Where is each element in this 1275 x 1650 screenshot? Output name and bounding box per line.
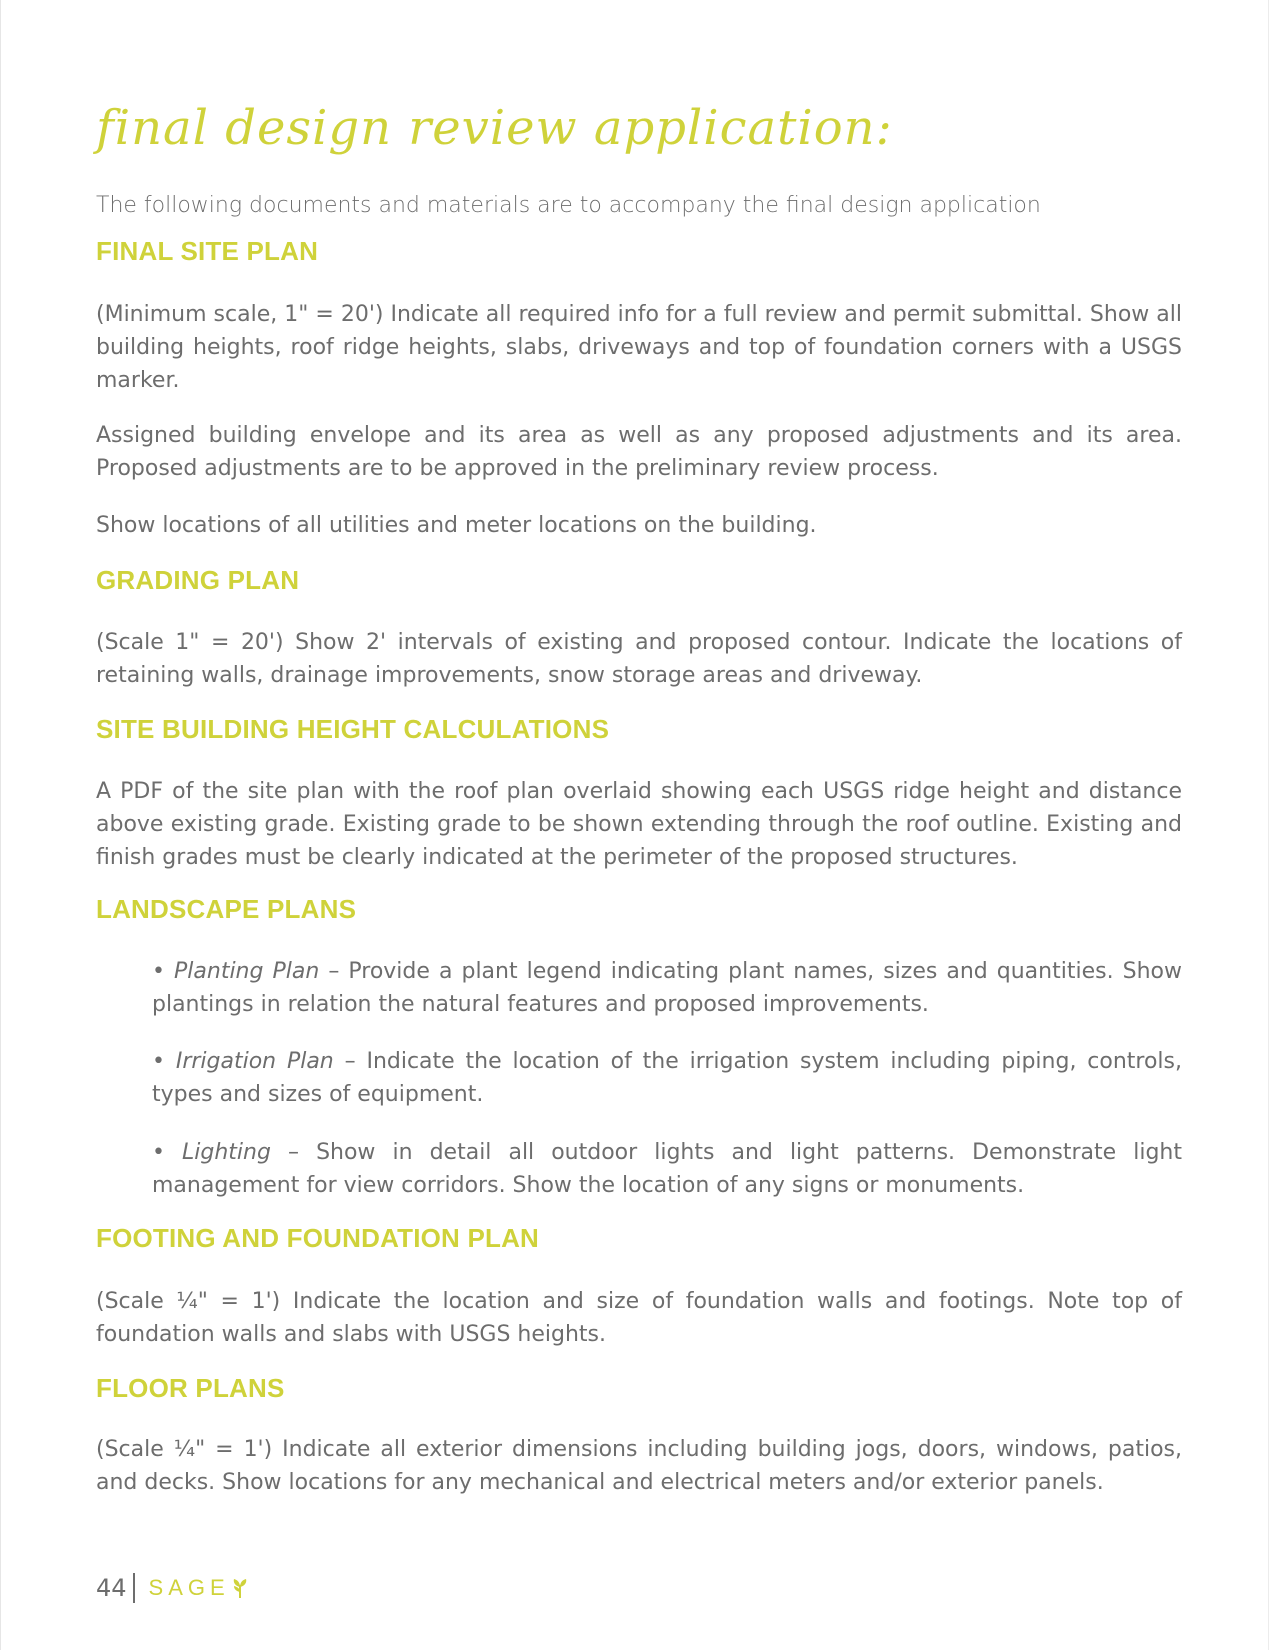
- bullet-term: Planting Plan: [174, 959, 320, 984]
- bullet-text: – Indicate the location of the irrigation system including piping, controls, types and sizes of equipment.: [152, 1049, 1183, 1107]
- heading-height-calculations: SITE BUILDING HEIGHT CALCULATIONS: [96, 714, 610, 744]
- page-footer: [96, 1570, 248, 1606]
- heading-final-site-plan: FINAL SITE PLAN: [96, 236, 319, 266]
- landscape-bullet-irrigation: • Irrigation Plan – Indicate the location of the irrigation system including piping, controls, types and sizes of equipment.: [152, 1049, 1183, 1107]
- landscape-bullet-lighting: • Lighting – Show in detail all outdoor lights and light patterns. Demonstrate light management for view corridors. Show the location of any signs or monuments.: [152, 1140, 1182, 1198]
- height-calculations-paragraph: A PDF of the site plan with the roof plan overlaid showing each USGS ridge height and distance above existing grade. Existing grade to be shown extending through the roof outline. Existing and finish grades must be clearly indicated at the perimeter of the proposed structures.: [96, 779, 1182, 870]
- bullet-term: Lighting: [182, 1140, 271, 1165]
- bullet-text: – Show in detail all outdoor lights and light patterns. Demonstrate light management for view corridors. Show the location of any signs or monuments.: [152, 1140, 1182, 1198]
- heading-landscape-plans: LANDSCAPE PLANS: [96, 894, 357, 924]
- heading-footing-foundation: FOOTING AND FOUNDATION PLAN: [96, 1223, 540, 1253]
- landscape-bullet-planting: • Planting Plan – Provide a plant legend indicating plant names, sizes and quantities. Show plantings in relation the natural features and proposed improvements.: [152, 959, 1182, 1017]
- page-number: 44: [96, 1574, 127, 1602]
- sage-leaf-icon: [232, 1577, 248, 1599]
- bullet-term: Irrigation Plan: [175, 1049, 334, 1074]
- page-edge: [1268, 0, 1269, 1650]
- final-site-plan-paragraph-2: Assigned building envelope and its area as well as any proposed adjustments and its area. Proposed adjustments are to be approved in the preliminary review process.: [96, 423, 1182, 481]
- heading-grading-plan: GRADING PLAN: [96, 565, 300, 595]
- final-site-plan-paragraph-3: Show locations of all utilities and meter locations on the building.: [96, 513, 817, 538]
- page-title: final design review application:: [96, 100, 893, 156]
- footing-foundation-paragraph: (Scale ¼" = 1') Indicate the location and size of foundation walls and footings. Note top of foundation walls and slabs with USGS heights.: [96, 1289, 1182, 1347]
- intro-text: The following documents and materials are to accompany the final design application: [96, 193, 1041, 218]
- page-edge: [0, 0, 1, 1650]
- floor-plans-paragraph: (Scale ¼" = 1') Indicate all exterior dimensions including building jogs, doors, windows, patios, and decks. Show locations for any mechanical and electrical meters and/or exterior panels.: [96, 1437, 1182, 1495]
- final-site-plan-paragraph-1: (Minimum scale, 1" = 20') Indicate all required info for a full review and permit submittal. Show all building heights, roof ridge heights, slabs, driveways and top of foundation corners with a USGS marker.: [96, 302, 1182, 393]
- grading-plan-paragraph: (Scale 1" = 20') Show 2' intervals of existing and proposed contour. Indicate the locations of retaining walls, drainage improvements, snow storage areas and driveway.: [96, 630, 1182, 688]
- bullet-text: – Provide a plant legend indicating plant names, sizes and quantities. Show plantings in relation the natural features and proposed improvements.: [152, 959, 1182, 1017]
- heading-floor-plans: FLOOR PLANS: [96, 1373, 285, 1403]
- brand-wordmark: SAGE: [148, 1575, 230, 1600]
- footer-divider: [133, 1573, 135, 1603]
